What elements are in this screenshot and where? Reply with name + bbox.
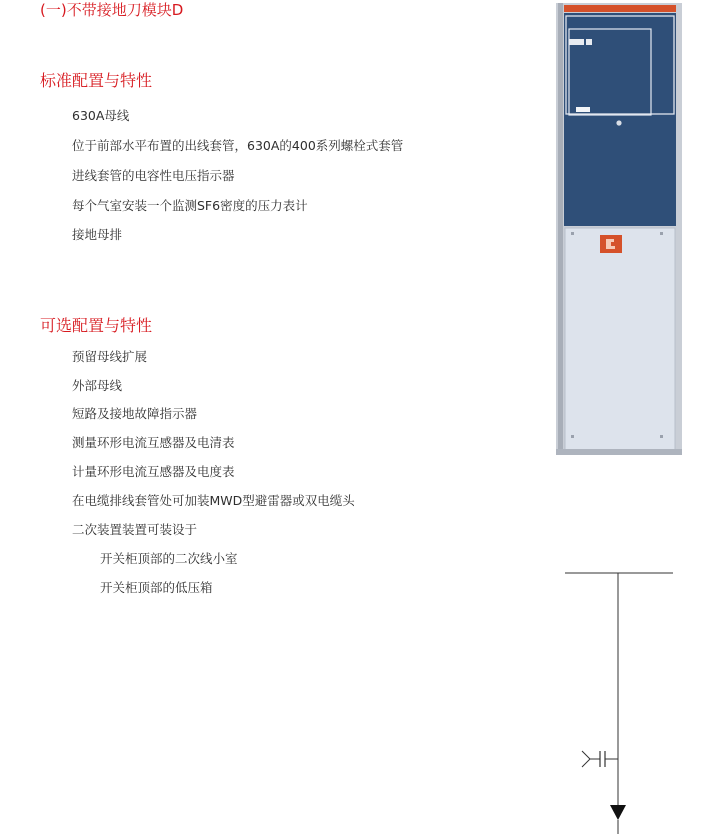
list-item: 预留母线扩展 — [72, 349, 148, 364]
list-item: 630A母线 — [72, 108, 130, 123]
standard-heading: 标准配置与特性 — [40, 71, 153, 90]
cabinet-label-small — [586, 39, 592, 45]
cabinet-top-band — [564, 5, 676, 12]
cabinet-base — [556, 449, 682, 455]
cabinet-handle — [576, 107, 590, 112]
list-item: 位于前部水平布置的出线套管，630A的400系列螺栓式套管 — [72, 138, 404, 153]
list-item: 二次装置装置可装设于 — [72, 522, 198, 537]
cabinet-label — [569, 39, 584, 45]
sub-list-item: 开关柜顶部的二次线小室 — [100, 551, 238, 566]
module-title: (一)不带接地刀模块D — [40, 1, 184, 19]
switchgear-cabinet-image — [556, 3, 682, 455]
list-item: 在电缆排线套管处可加装MWD型避雷器或双电缆头 — [72, 493, 355, 508]
circuit-diagram — [560, 565, 680, 834]
cabinet-side-strip — [558, 3, 563, 455]
list-item: 短路及接地故障指示器 — [72, 406, 198, 421]
cabinet-screw — [660, 232, 663, 235]
cabinet-lower-panel — [565, 228, 675, 450]
cabinet-screw — [571, 435, 574, 438]
optional-heading: 可选配置与特性 — [40, 316, 153, 335]
list-item: 计量环形电流互感器及电度表 — [72, 464, 235, 479]
cabinet-lock-icon — [616, 120, 621, 125]
indicator-arrow — [582, 751, 590, 767]
list-item: 测量环形电流互感器及电清表 — [72, 435, 235, 450]
cable-end-icon — [610, 805, 626, 820]
cabinet-screw — [660, 435, 663, 438]
cabinet-screw — [571, 232, 574, 235]
list-item: 外部母线 — [72, 378, 123, 393]
list-item: 接地母排 — [72, 227, 123, 242]
list-item: 每个气室安装一个监测SF6密度的压力表计 — [72, 198, 308, 213]
list-item: 进线套管的电容性电压指示器 — [72, 168, 235, 183]
sub-list-item: 开关柜顶部的低压箱 — [100, 580, 213, 595]
